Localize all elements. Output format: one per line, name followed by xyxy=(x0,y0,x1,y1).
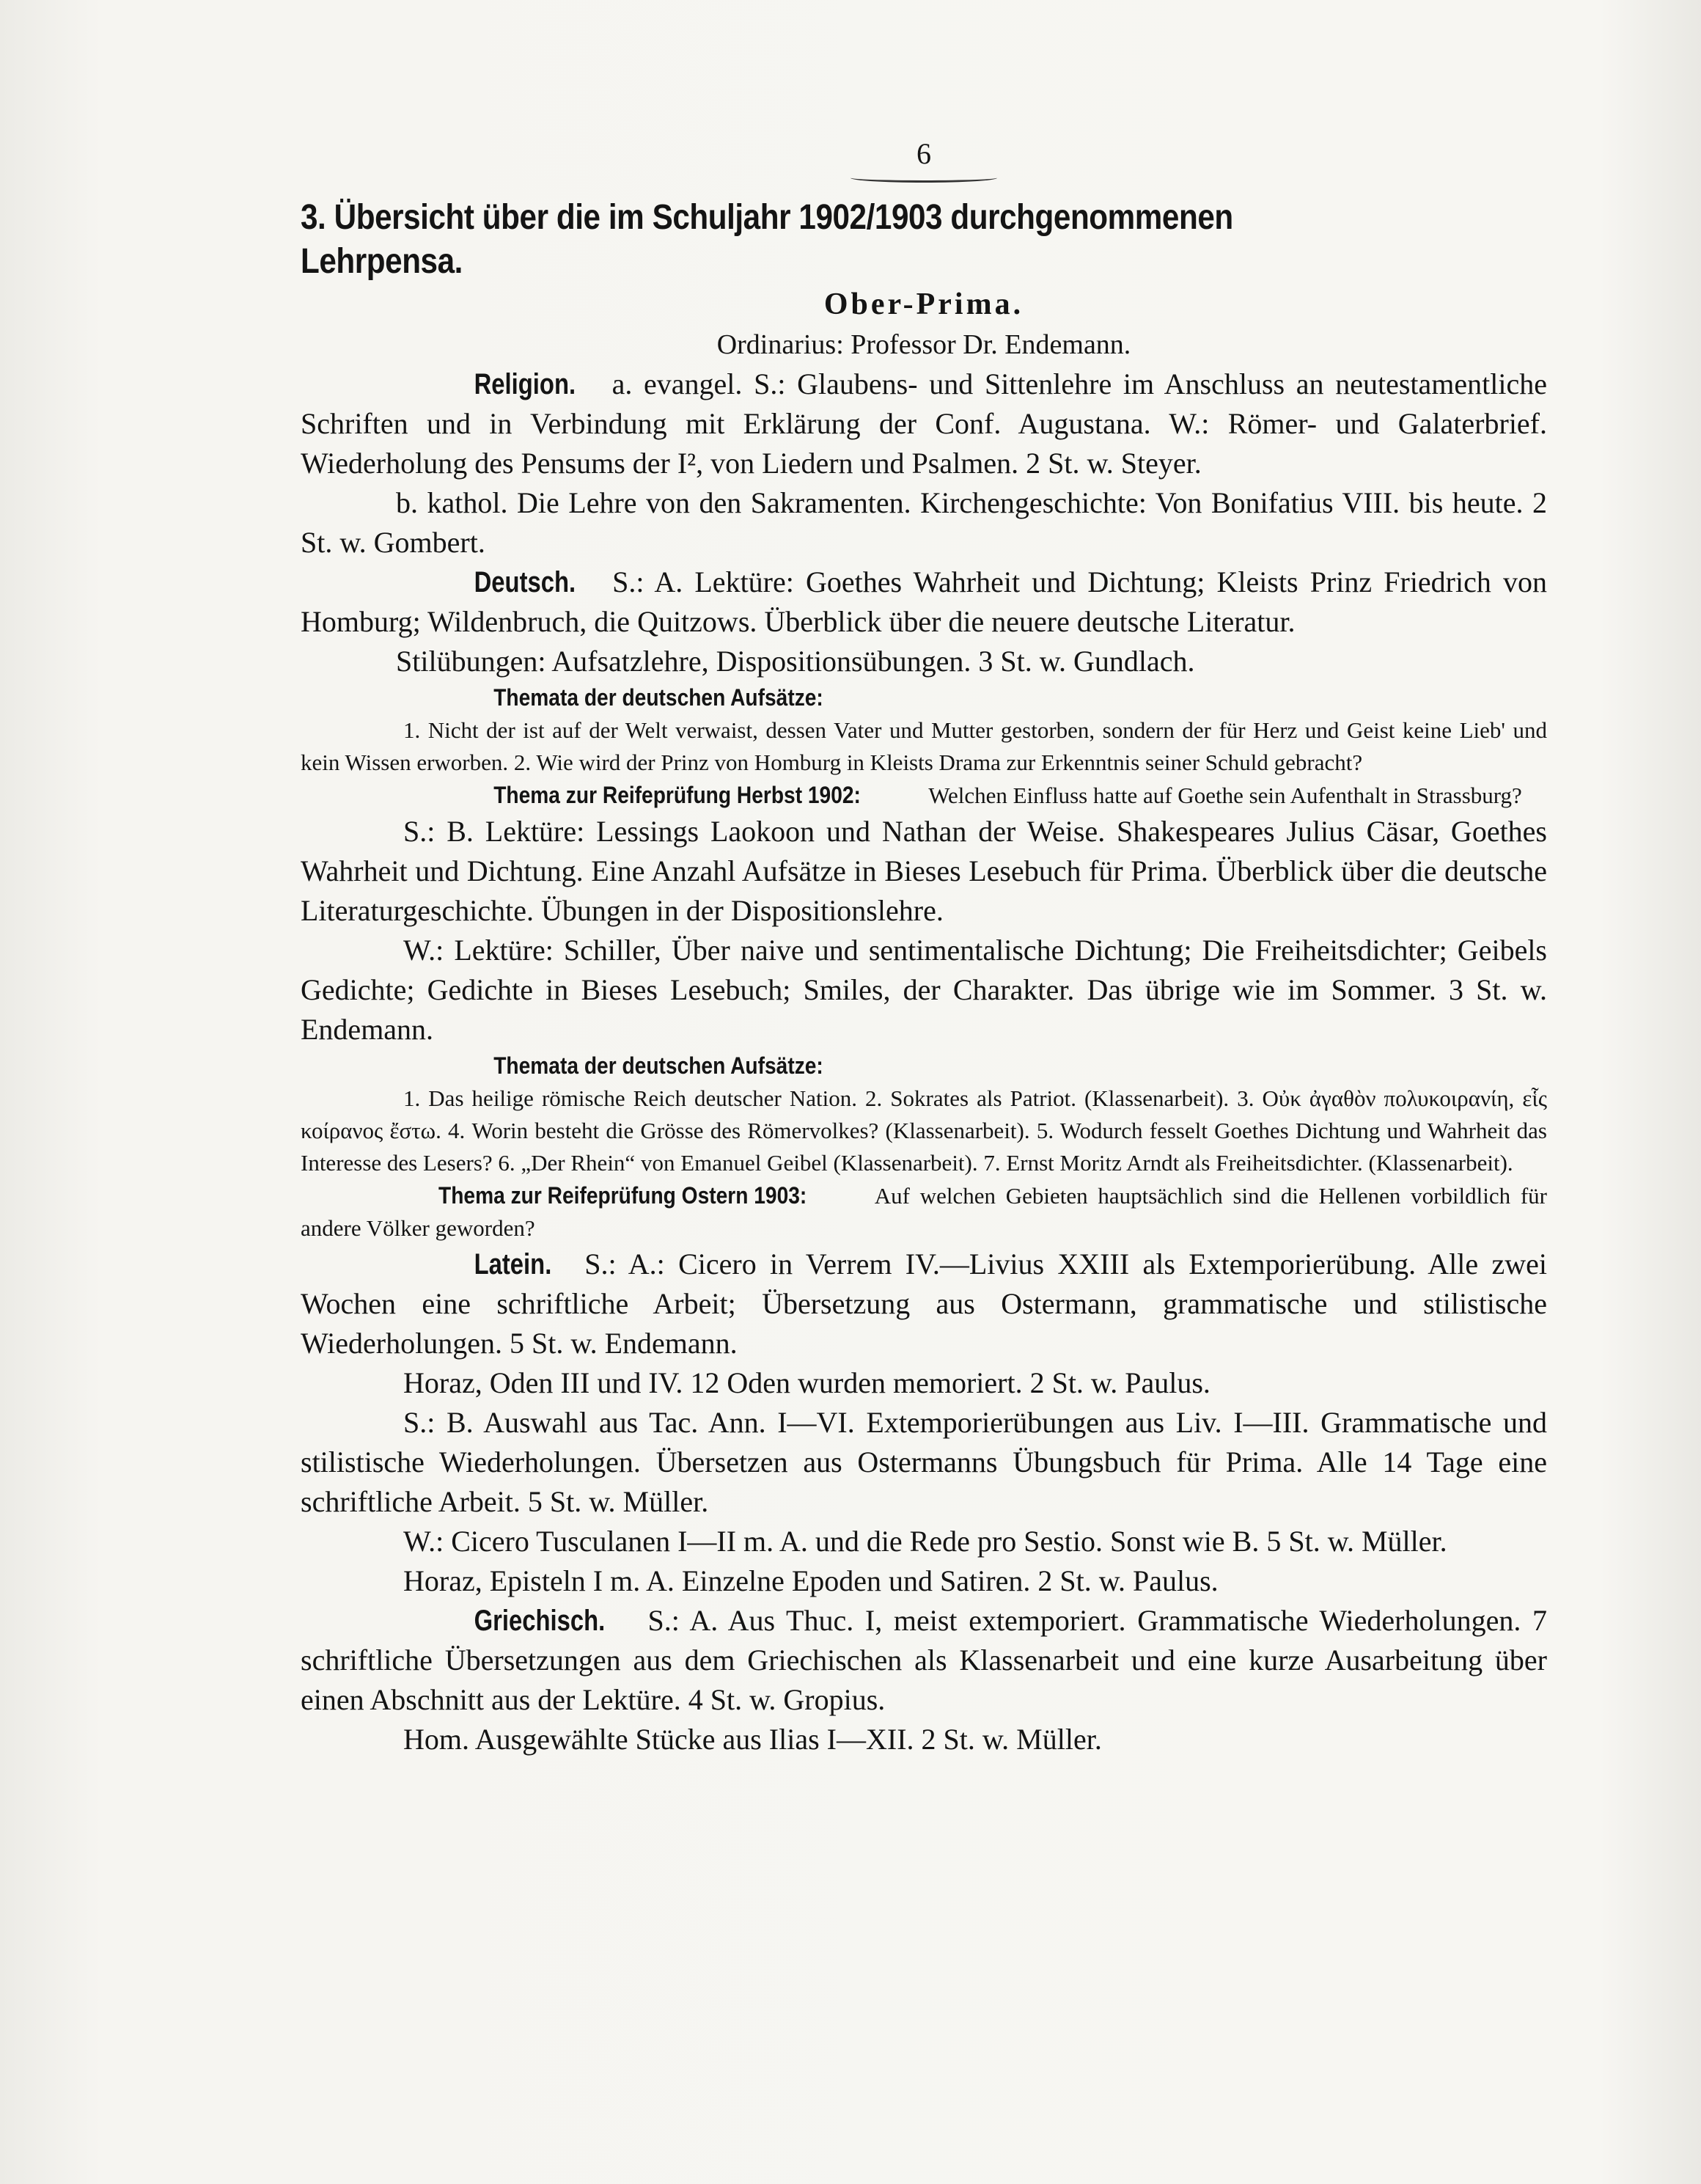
themata-list-2: 1. Das heilige römische Reich deutscher Nation. 2. Sokrates als Patriot. (Klassenarbeit). 3. Οὐκ ἀγαθὸν πολυκοιρανίη, εἷς κοίρανος ἔστω. 4. Worin besteht die Grösse des Römervolkes? (Klassenarbeit). 5. Wodurch fesselt Goethes Dichtung und Wahrheit das Interesse des Lesers? 6. „Der Rhein“ von Emanuel Geibel (Klassenarbeit). 7. Ernst Moritz Arndt als Freiheitsdichter. (Klassenarbeit). xyxy=(301,1085,1547,1176)
themata-heading-2-line xyxy=(301,1049,1547,1082)
deutsch-text-summer-a: S.: A. Lektüre: Goethes Wahrheit und Dichtung; Kleists Prinz Friedrich von Homburg; Wildenbruch, die Quitzows. Überblick über die neuere deutsche Literatur. xyxy=(301,565,1548,638)
latein-horaz-oden: Horaz, Oden III und IV. 12 Oden wurden memoriert. 2 St. w. Paulus. xyxy=(403,1366,1210,1399)
religion-text-b: b. kathol. Die Lehre von den Sakramenten. Kirchengeschichte: Von Bonifatius VIII. bis heute. 2 St. w. Gombert. xyxy=(301,486,1547,559)
themata-heading-2: Themata der deutschen Aufsätze: xyxy=(493,1052,823,1079)
religion-paragraph-a xyxy=(301,364,1547,483)
ordinarius-line: Ordinarius: Professor Dr. Endemann. xyxy=(716,329,1131,360)
reife-herbst-text: Welchen Einfluss hatte auf Goethe sein Aufenthalt in Strassburg? xyxy=(928,783,1522,808)
themata-heading-1: Themata der deutschen Aufsätze: xyxy=(493,684,823,711)
page-number: 6 xyxy=(916,137,931,170)
class-title: Ober-Prima. xyxy=(823,287,1024,321)
reife-herbst-heading: Thema zur Reifeprüfung Herbst 1902: xyxy=(493,782,861,808)
reife-ostern-heading: Thema zur Reifeprüfung Ostern 1903: xyxy=(438,1182,807,1209)
reife-herbst-line xyxy=(301,779,1547,812)
religion-label: Religion. xyxy=(474,368,576,400)
themata-heading-1-line xyxy=(301,681,1547,714)
deutsch-paragraph-winter: W.: Lektüre: Schiller, Über naive und sentimentalische Dichtung; Die Freiheitsdichter; Geibels Gedichte; Gedichte in Bieses Lesebuch; Smiles, der Charakter. Das übrige wie im Sommer. 3 St. w. Endemann. xyxy=(301,934,1547,1046)
griechisch-label: Griechisch. xyxy=(474,1605,606,1637)
latein-paragraph-summer-a xyxy=(301,1245,1547,1363)
latein-paragraph-summer-b: S.: B. Auswahl aus Tac. Ann. I—VI. Extemporierübungen aus Liv. I—III. Grammatische und stilistische Wiederholungen. Übersetzen aus Ostermanns Übungsbuch für Prima. Alle 14 Tage eine schriftliche Arbeit. 5 St. w. Müller. xyxy=(301,1406,1547,1518)
section-title: 3. Übersicht über die im Schuljahr 1902/1903 durchgenommenen Lehrpensa. xyxy=(301,198,1233,281)
themata-list-1: 1. Nicht der ist auf der Welt verwaist, dessen Vater und Mutter gestorben, sondern der für Herz und Geist keine Lieb' und kein Wissen erworben. 2. Wie wird der Prinz von Homburg in Kleists Drama zur Erkenntnis seiner Schuld gebracht? xyxy=(301,717,1547,775)
latein-text-summer-a: S.: A.: Cicero in Verrem IV.—Livius XXIII als Extemporierübung. Alle zwei Wochen eine schriftliche Arbeit; Übersetzung aus Ostermann, grammatische und stilistische Wiederholungen. 5 St. w. Endemann. xyxy=(301,1247,1548,1360)
themata-block-2 xyxy=(301,1049,1547,1245)
reife-ostern-line xyxy=(301,1179,1547,1245)
latein-label: Latein. xyxy=(474,1248,552,1280)
page-number-ornament xyxy=(850,173,997,183)
deutsch-paragraph-summer-a xyxy=(301,563,1547,642)
religion-paragraph-b xyxy=(301,483,1547,563)
deutsch-stiluebungen xyxy=(301,642,1547,681)
religion-text-a: a. evangel. S.: Glaubens- und Sittenlehre im Anschluss an neutestamentliche Schriften und in Verbindung mit Erklärung der Conf. Augustana. W.: Römer- und Galaterbrief. Wiederholung des Pensums der I², von Liedern und Psalmen. 2 St. w. Steyer. xyxy=(301,367,1547,480)
griechisch-paragraph-summer-a xyxy=(301,1601,1547,1720)
document-body xyxy=(301,139,1547,1759)
latein-paragraph-winter: W.: Cicero Tusculanen I—II m. A. und die Rede pro Sestio. Sonst wie B. 5 St. w. Müller. xyxy=(403,1525,1447,1558)
deutsch-paragraph-summer-b: S.: B. Lektüre: Lessings Laokoon und Nathan der Weise. Shakespeares Julius Cäsar, Goethes Wahrheit und Dichtung. Eine Anzahl Aufsätze in Bieses Lesebuch für Prima. Überblick über die deutsche Literaturgeschichte. Übungen in der Dispositionslehre. xyxy=(301,815,1547,927)
reife-ostern-text: Auf welchen Gebieten hauptsächlich sind die Hellenen vorbildlich für andere Völker geworden? xyxy=(301,1183,1547,1241)
griechisch-homer: Hom. Ausgewählte Stücke aus Ilias I—XII. 2 St. w. Müller. xyxy=(403,1723,1102,1756)
deutsch-label: Deutsch. xyxy=(474,566,576,598)
deutsch-stiluebungen-text: Stilübungen: Aufsatzlehre, Dispositionsübungen. 3 St. w. Gundlach. xyxy=(396,645,1195,678)
latein-horaz-episteln: Horaz, Episteln I m. A. Einzelne Epoden und Satiren. 2 St. w. Paulus. xyxy=(403,1564,1219,1597)
griechisch-text-summer-a: S.: A. Aus Thuc. I, meist extemporiert. Grammatische Wiederholungen. 7 schriftliche Übersetzungen aus dem Griechischen als Klassenarbeit und eine kurze Ausarbeitung über einen Abschnitt aus der Lektüre. 4 St. w. Gropius. xyxy=(301,1604,1547,1716)
themata-block-1 xyxy=(301,681,1547,812)
